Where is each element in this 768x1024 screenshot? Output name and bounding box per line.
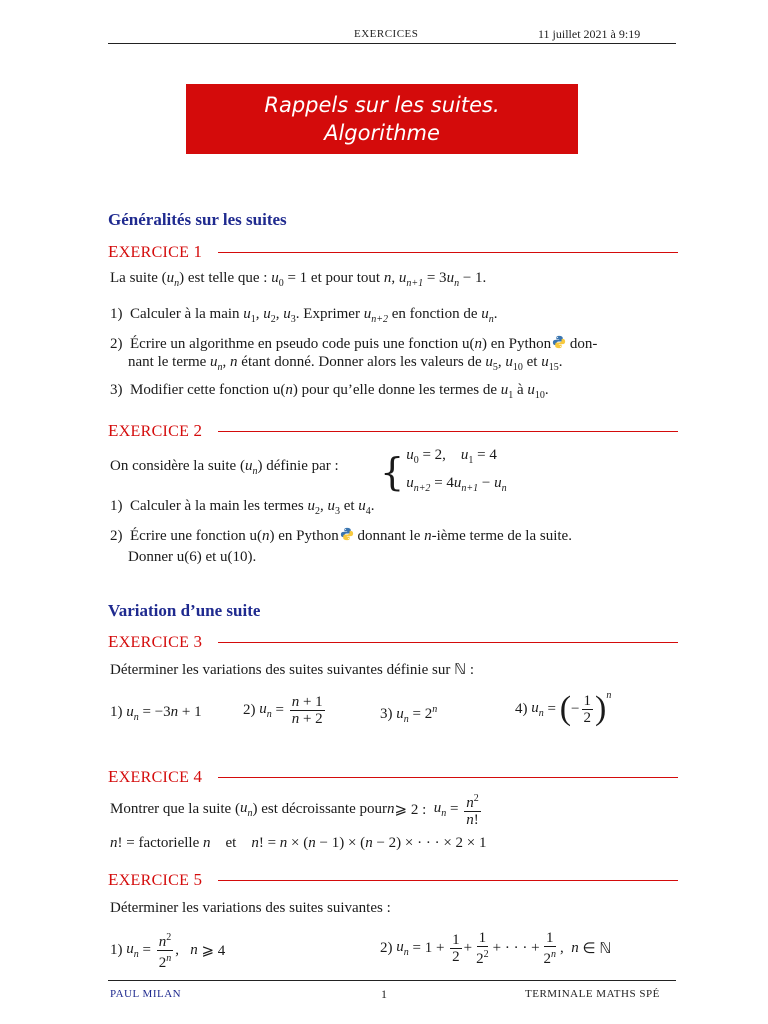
footer-level: TERMINALE MATHS SPÉ (525, 988, 660, 1000)
python-logo-icon (552, 335, 566, 349)
exercise-2-intro: On considère la suite $(u_n)$ définie par : (110, 458, 339, 477)
exercise-1-rule (218, 252, 678, 253)
exercise-2-system (380, 444, 507, 500)
exercise-2-heading (108, 421, 678, 441)
title-line-1: Rappels sur les suites. (264, 93, 500, 117)
exercise-3-label: EXERCICE 3 (108, 632, 203, 651)
exercise-1-question-2-cont: nant le terme $u_n$, n étant donné. Donner alors les valeurs de $u_5$, $u_{10}$ et $u_{15}$. (128, 354, 563, 373)
exercise-2-question-2: 2) Écrire une fonction u(n) en Python donnant le n-ième terme de la suite. (110, 528, 572, 544)
exercise-3-item-1: 1) $u_n = -3n + 1$ (110, 704, 202, 723)
exercise-2-question-2-cont: Donner u(6) et u(10). (128, 549, 257, 565)
exercise-1-heading (108, 242, 678, 262)
footer-author: PAUL MILAN (110, 988, 182, 1000)
exercise-5-rule (218, 880, 678, 881)
system-brace: { (380, 450, 405, 494)
system-line-2: $u_{n+2} = 4u_{n+1} - u_n$ (406, 475, 507, 494)
section-title-variation: Variation d’une suite (108, 601, 261, 620)
exercise-3-item-4: 4) $u_n$ = ( − $\frac{1}{2}$ ) $^n$ (515, 690, 612, 727)
header-title: EXERCICES (354, 28, 419, 40)
exercise-4-heading (108, 767, 678, 787)
exercise-4-label: EXERCICE 4 (108, 767, 203, 786)
exercise-5-label: EXERCICE 5 (108, 870, 203, 889)
system-line-1: $u_0 = 2$, $u_1 = 4$ (406, 447, 497, 466)
exercise-3-heading (108, 632, 678, 652)
exercise-1-question-2: 2) Écrire un algorithme en pseudo code puis une fonction u(n) en Python don- (110, 336, 598, 352)
exercise-1-question-3: 3) Modifier cette fonction u(n) pour qu’elle donne les termes de $u_1$ à $u_{10}$. (110, 382, 549, 401)
exercise-5-item-1: 1) $u_n$ = $\frac{n^2}{2^n}$ , n ⩾ 4 (110, 932, 226, 971)
exercise-1-intro: La suite $(u_n)$ est telle que : $u_0 = 1$ et pour tout n, $u_{n+1} = 3u_n - 1$. (110, 270, 487, 289)
footer-page-number: 1 (381, 987, 388, 1001)
header-rule (108, 43, 676, 44)
python-logo-icon (340, 527, 354, 541)
exercise-3-intro: Déterminer les variations des suites suivantes définie sur ℕ : (110, 662, 475, 678)
exercise-5-intro: Déterminer les variations des suites suivantes : (110, 900, 391, 916)
exercise-4-factorial-def: n! = factorielle n et n! = n × (n − 1) × (n − 2) × · · · × 2 × 1 (110, 835, 487, 851)
exercise-5-item-2: 2) $u_n$ = 1 + $\frac{1}{2}$ + $\frac{1}{2^2}$ + · · · + $\frac{1}{2^n}$ , n ∈ ℕ (380, 930, 612, 967)
header-date: 11 juillet 2021 à 9:19 (538, 27, 641, 41)
document-title-box (186, 84, 578, 154)
exercise-2-question-1: 1) Calculer à la main les termes $u_2$, $u_3$ et $u_4$. (110, 498, 375, 517)
exercise-3-rule (218, 642, 678, 643)
footer-rule (108, 980, 676, 981)
exercise-3-item-3: 3) $u_n = 2^n$ (380, 704, 438, 725)
exercise-3-item-2: 2) $u_n$ = $\frac{n + 1}{n + 2}$ (243, 694, 323, 727)
exercise-2-label: EXERCICE 2 (108, 421, 203, 440)
exercise-1-question-1: 1) Calculer à la main $u_1$, $u_2$, $u_3$. Exprimer $u_{n+2}$ en fonction de $u_n$. (110, 306, 498, 325)
exercise-5-heading (108, 870, 678, 890)
exercise-4-intro: Montrer que la suite ( $u_n$ ) est décroissante pour n ⩾ 2 : $u_n$ = $\frac{n^2}{n!}$ (110, 793, 479, 828)
exercise-2-rule (218, 431, 678, 432)
exercise-1-label: EXERCICE 1 (108, 242, 203, 261)
section-title-generalites: Généralités sur les suites (108, 210, 287, 229)
exercise-4-rule (218, 777, 678, 778)
title-line-2: Algorithme (324, 121, 440, 145)
